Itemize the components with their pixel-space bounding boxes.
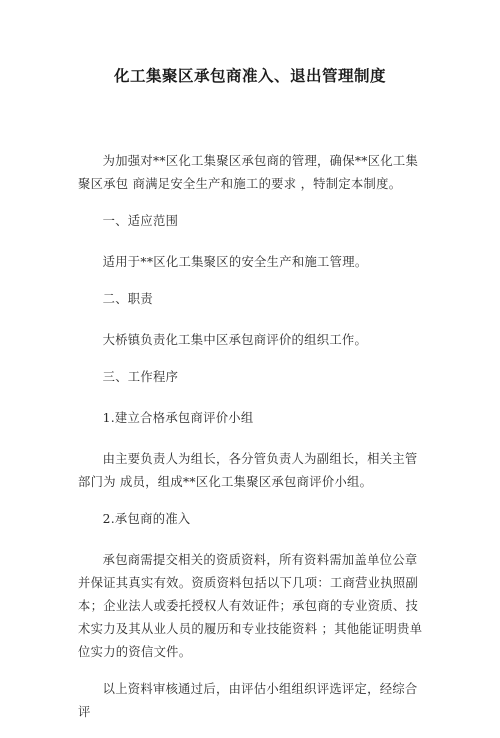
section-heading-procedure: 三、工作程序 xyxy=(102,370,179,384)
section-heading-duties: 二、职责 xyxy=(102,292,153,306)
subheading-admission: 2.承包商的准入 xyxy=(102,512,191,526)
section-heading-scope: 一、适应范围 xyxy=(102,214,179,228)
subheading-evaluation-team: 1.建立合格承包商评价小组 xyxy=(102,411,254,425)
paragraph-review: 以上资料审核通过后，由评估小组组织评选评定，经综合评 xyxy=(78,682,418,719)
paragraph-admission: 承包商需提交相关的资质资料，所有资料需加盖单位公章并保证其真实有效。资质资料包括以下几项：工商营业执照副本；企业法人或委托授权人有效证件；承包商的专业资质、技术实力及其从业人员的履历和专业技能资料 ；其他能证明贵单位实力的资信文件。 xyxy=(78,553,423,659)
paragraph-duties: 大桥镇负责化工集中区承包商评价的组织工作。 xyxy=(102,333,368,347)
paragraph-scope: 适用于**区化工集聚区的安全生产和施工管理。 xyxy=(102,255,368,269)
paragraph-evaluation-team: 由主要负责人为组长，各分管负责人为副组长，相关主管部门为 成员，组成**区化工集聚区承包商评价小组。 xyxy=(78,452,418,489)
document-title: 化工集聚区承包商准入、退出管理制度 xyxy=(113,67,386,85)
paragraph-intro: 为加强对**区化工集聚区承包商的管理，确保**区化工集聚区承包 商满足安全生产和施工的要求 ，特制定本制度。 xyxy=(78,154,419,191)
document-body xyxy=(78,150,426,738)
